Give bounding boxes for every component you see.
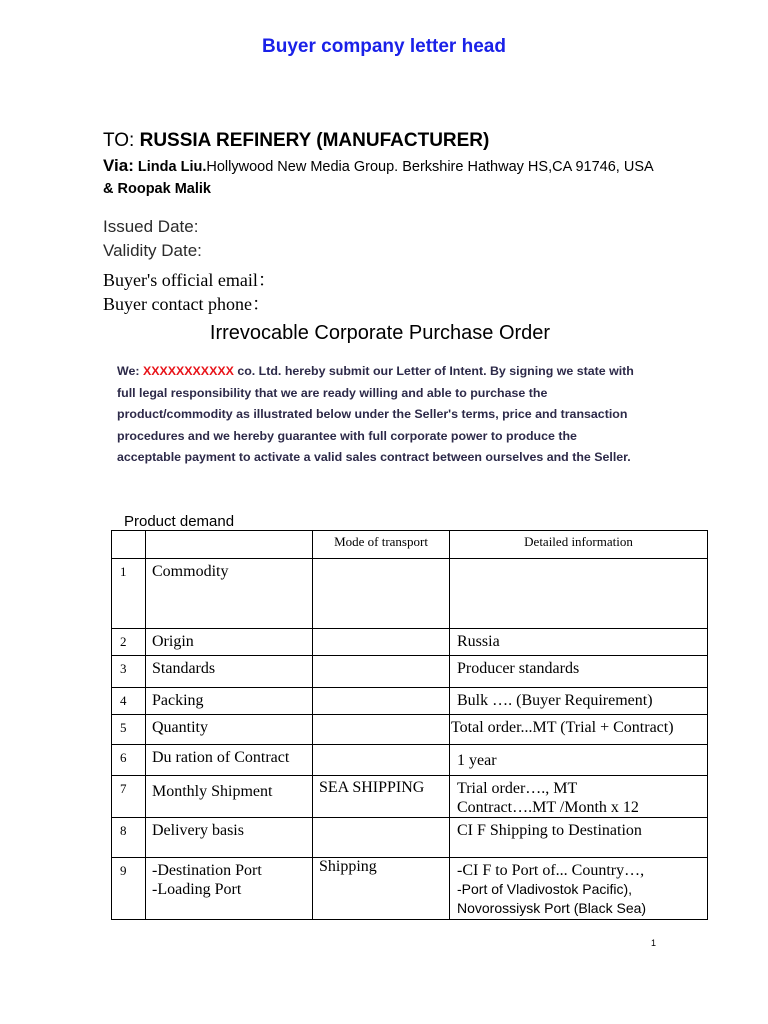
row-item: Origin bbox=[146, 629, 313, 656]
table-row bbox=[112, 858, 708, 920]
row-mode bbox=[313, 715, 450, 745]
row-number: 8 bbox=[112, 818, 146, 858]
detail-line: -Port of Vladivostok Pacific), bbox=[457, 881, 633, 897]
header-detailed-information: Detailed information bbox=[450, 531, 708, 559]
row-number: 6 bbox=[112, 745, 146, 776]
row-mode bbox=[313, 818, 450, 858]
row-mode bbox=[313, 688, 450, 715]
purchase-order-title: Irrevocable Corporate Purchase Order bbox=[209, 322, 551, 344]
row-number: 4 bbox=[112, 688, 146, 715]
row-detail bbox=[450, 776, 708, 818]
issued-date-field: Issued Date: bbox=[103, 217, 199, 236]
row-detail bbox=[450, 858, 708, 920]
we-label: We: bbox=[117, 364, 140, 378]
row-detail: Russia bbox=[450, 629, 708, 656]
item-line: -Destination Port bbox=[152, 862, 262, 879]
row-mode: Shipping bbox=[313, 858, 450, 920]
detail-line: Novorossiysk Port (Black Sea) bbox=[457, 900, 647, 916]
detail-line: Contract….MT /Month x 12 bbox=[457, 799, 639, 816]
product-demand-label: Product demand bbox=[124, 513, 235, 530]
table-row bbox=[112, 715, 708, 745]
row-number: 5 bbox=[112, 715, 146, 745]
table-row bbox=[112, 629, 708, 656]
row-detail: Bulk …. (Buyer Requirement) bbox=[450, 688, 708, 715]
row-item: Monthly Shipment bbox=[146, 776, 313, 818]
row-mode: SEA SHIPPING bbox=[313, 776, 450, 818]
via-address: Hollywood New Media Group. Berkshire Hathway HS,CA 91746, USA bbox=[206, 159, 653, 175]
table-row bbox=[112, 776, 708, 818]
table-row bbox=[112, 688, 708, 715]
row-detail: 1 year bbox=[450, 745, 708, 776]
table-row bbox=[112, 559, 708, 629]
row-number: 7 bbox=[112, 776, 146, 818]
table-row bbox=[112, 745, 708, 776]
row-item bbox=[146, 858, 313, 920]
via-name: Linda Liu. bbox=[137, 159, 207, 175]
page-number: 1 bbox=[651, 938, 657, 948]
row-detail: Total order...MT (Trial + Contract) bbox=[450, 715, 708, 745]
row-item: Commodity bbox=[146, 559, 313, 629]
row-item: Standards bbox=[146, 656, 313, 688]
recipient-name: RUSSIA REFINERY (MANUFACTURER) bbox=[139, 130, 490, 151]
table-header-row bbox=[112, 531, 708, 559]
to-label: TO: bbox=[103, 130, 135, 151]
buyer-phone-field: Buyer contact phone： bbox=[103, 294, 270, 314]
header-mode-of-transport: Mode of transport bbox=[313, 531, 450, 559]
row-number: 2 bbox=[112, 629, 146, 656]
product-demand-table bbox=[111, 530, 708, 920]
row-item: Packing bbox=[146, 688, 313, 715]
company-placeholder: XXXXXXXXXXX bbox=[142, 364, 234, 378]
row-number: 9 bbox=[112, 858, 146, 920]
via-label: Via: bbox=[103, 156, 134, 175]
row-item: Du ration of Contract bbox=[146, 745, 313, 776]
detail-line: -CI F to Port of... Country…, bbox=[457, 862, 645, 879]
row-number: 1 bbox=[112, 559, 146, 629]
row-mode bbox=[313, 629, 450, 656]
header-no bbox=[112, 531, 146, 559]
letter-of-intent-paragraph bbox=[117, 361, 642, 469]
row-mode bbox=[313, 559, 450, 629]
table-row bbox=[112, 818, 708, 858]
row-item: Quantity bbox=[146, 715, 313, 745]
row-mode bbox=[313, 745, 450, 776]
row-detail bbox=[450, 559, 708, 629]
item-line: -Loading Port bbox=[152, 881, 242, 898]
recipient-line bbox=[103, 130, 489, 152]
intent-body: co. Ltd. hereby submit our Letter of Intent. By signing we state with full legal responsibility that we are ready willing and able to purchase the product/commodity as illustrated below under the Seller's terms, price and transaction procedures and we hereby guarantee with full corporate power to produce the acceptable payment to activate a valid sales contract between ourselves and the Seller. bbox=[117, 364, 634, 464]
row-mode bbox=[313, 656, 450, 688]
letterhead-title: Buyer company letter head bbox=[262, 36, 506, 57]
buyer-email-field: Buyer's official email： bbox=[103, 270, 276, 290]
row-item: Delivery basis bbox=[146, 818, 313, 858]
via-ampersand: & bbox=[103, 181, 114, 197]
validity-date-field: Validity Date: bbox=[103, 241, 202, 260]
table-row bbox=[112, 656, 708, 688]
row-detail: CI F Shipping to Destination bbox=[450, 818, 708, 858]
via-second-contact: Roopak Malik bbox=[117, 181, 211, 197]
detail-line: Trial order…., MT bbox=[457, 780, 578, 797]
row-detail: Producer standards bbox=[450, 656, 708, 688]
header-item bbox=[146, 531, 313, 559]
row-number: 3 bbox=[112, 656, 146, 688]
via-block bbox=[103, 155, 663, 200]
